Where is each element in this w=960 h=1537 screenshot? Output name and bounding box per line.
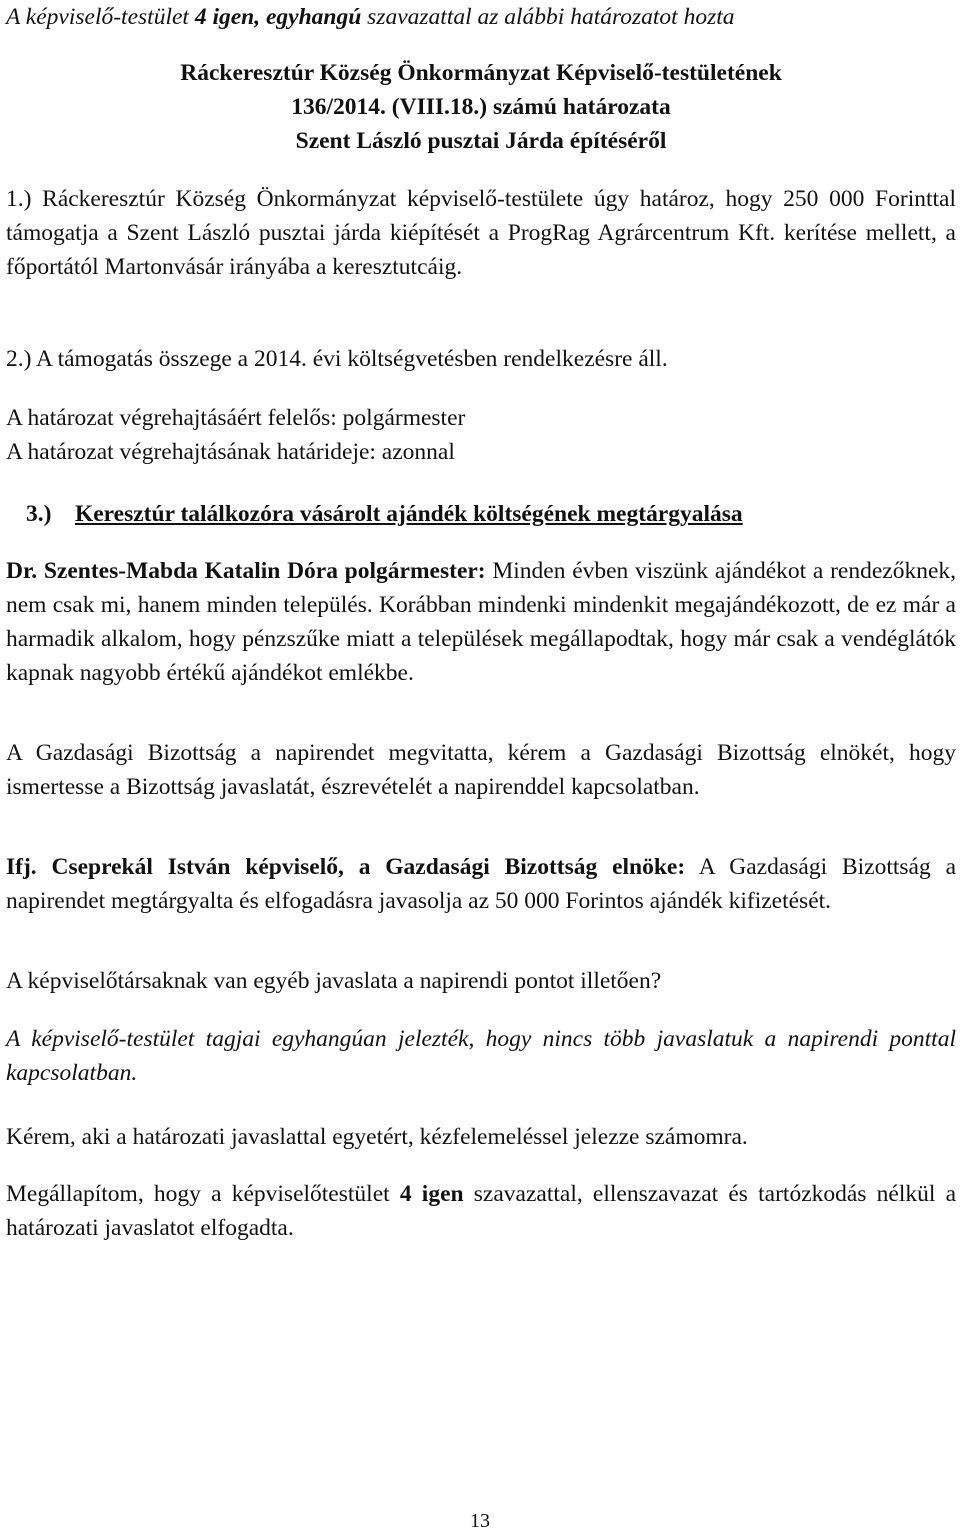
result-prefix: Megállapítom, hogy a képviselőtestület: [6, 1181, 400, 1207]
result-suffix: szavazattal, ellenszavazat és tartózkodás nélkül a határozati javaslatot elfogadta.: [6, 1181, 957, 1241]
page-number: 13: [470, 1510, 490, 1532]
paragraph-committee: A Gazdasági Bizottság a napirendet megvitatta, kérem a Gazdasági Bizottság elnökét, hogy ismertesse a Bizottság javaslatát, észrevételét a napirenddel kapcsolatban.: [6, 740, 956, 800]
resolution-header: [6, 56, 956, 158]
resolution-point-2: [6, 342, 956, 376]
agenda-3-title: Keresztúr találkozóra vásárolt ajándék költségének megtárgyalása: [74, 501, 743, 527]
resolution-point-1: [6, 182, 956, 284]
question-line: A képviselőtársaknak van egyéb javaslata a napirendi pontot illetően?: [6, 968, 662, 994]
speech-mayor: [6, 554, 956, 690]
resolution-deadline: A határozat végrehajtásának határideje: azonnal: [6, 439, 455, 465]
point-2-text: A támogatás összege a 2014. évi költségvetésben rendelkezésre áll.: [31, 346, 668, 372]
request-line: Kérem, aki a határozati javaslattal egyetért, kézfelemeléssel jelezze számomra.: [6, 1124, 748, 1150]
speaker-chair: Ifj. Cseprekál István képviselő, a Gazdasági Bizottság elnöke:: [6, 854, 686, 880]
speaker-mayor: Dr. Szentes-Mabda Katalin Dóra polgármester:: [6, 558, 486, 584]
point-1-number: 1.): [6, 186, 32, 212]
result-paragraph: [6, 1177, 956, 1245]
result-vote-count: 4 igen: [399, 1181, 464, 1207]
agenda-item-3: [26, 497, 956, 531]
vote-line-prefix: A képviselő-testület: [6, 4, 195, 30]
resolution-responsible: A határozat végrehajtásáért felelős: polgármester: [6, 405, 466, 431]
vote-line-top: [6, 0, 956, 34]
resolution-footer: [6, 401, 956, 469]
point-2-number: 2.): [6, 346, 32, 372]
point-1-text: Ráckeresztúr Község Önkormányzat képviselő-testülete úgy határoz, hogy 250 000 Forinttal támogatja a Szent László pusztai járda kiépítését a ProgRag Agrárcentrum Kft. kerítése mellett, a főportától Martonvásár irányába a keresztutcáig.: [6, 186, 956, 280]
speech-mayor-text: Minden évben viszünk ajándékot a rendezőknek, nem csak mi, hanem minden település. Korábban mindenki mindenkit megajándékozott, de ez már a harmadik alkalom, hogy pénzszűke miatt a települések megállapodtak, hogy már csak a vendéglátók kapnak nagyobb értékű ajándékot emlékbe.: [6, 558, 956, 686]
speech-chair: [6, 850, 956, 918]
resolution-subject: Szent László pusztai Járda építéséről: [295, 128, 667, 154]
vote-count: 4 igen, egyhangú: [194, 4, 362, 30]
resolution-issuer: Ráckeresztúr Község Önkormányzat Képviselő-testületének: [180, 60, 782, 86]
vote-line-suffix: szavazattal az alábbi határozatot hozta: [361, 4, 735, 30]
agenda-3-number: 3.): [26, 501, 52, 527]
resolution-number: 136/2014. (VIII.18.) számú határozata: [291, 94, 671, 120]
note-italic: A képviselő-testület tagjai egyhangúan jelezték, hogy nincs több javaslatuk a napirendi ponttal kapcsolatban.: [6, 1026, 956, 1086]
speech-chair-text: A Gazdasági Bizottság a napirendet megtárgyalta és elfogadásra javasolja az 50 000 Forintos ajándék kifizetését.: [6, 854, 956, 914]
